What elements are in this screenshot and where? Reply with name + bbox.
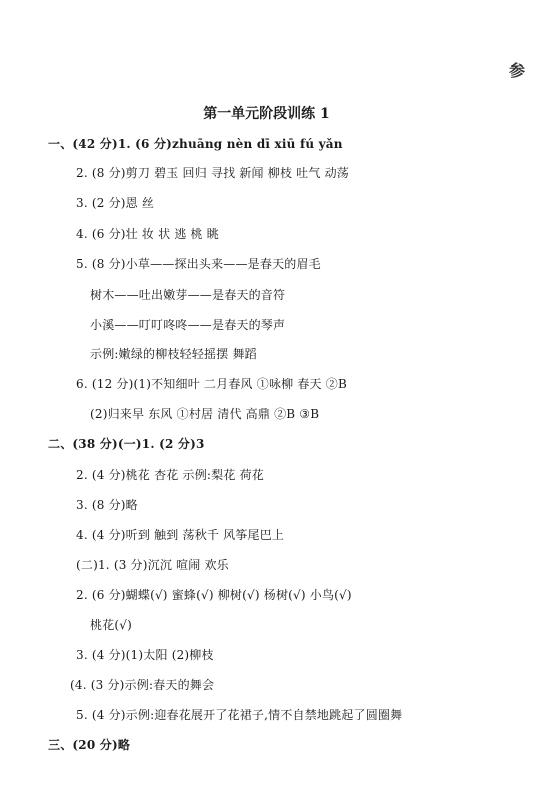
answer-line: (2)归来早 东风 ①村居 清代 高鼎 ②B ③B xyxy=(90,407,320,421)
answer-line: 3. (8 分)略 xyxy=(76,498,138,512)
page-corner-glyph: 参 xyxy=(509,61,526,80)
answer-line: 2. (6 分)蝴蝶(√) 蜜蜂(√) 柳树(√) 杨树(√) 小鸟(√) xyxy=(76,588,352,602)
page-title: 第一单元阶段训练 1 xyxy=(203,106,330,122)
answer-line: 树木——吐出嫩芽——是春天的音符 xyxy=(90,288,286,302)
answer-line: 二、(38 分)(一)1. (2 分)3 xyxy=(48,437,205,451)
answer-line: 三、(20 分)略 xyxy=(48,738,131,752)
answer-line: 示例:嫩绿的柳枝轻轻摇摆 舞蹈 xyxy=(90,347,257,361)
answer-line: 2. (8 分)剪刀 碧玉 回归 寻找 新闻 柳枝 吐气 动荡 xyxy=(76,166,349,180)
answer-line: 6. (12 分)(1)不知细叶 二月春风 ①咏柳 春天 ②B xyxy=(76,377,347,391)
answer-line: 桃花(√) xyxy=(90,618,133,632)
answer-line: 一、(42 分)1. (6 分)zhuāng nèn dī xiū fú yǎn xyxy=(48,137,343,151)
answer-line: 4. (4 分)听到 触到 荡秋千 风筝尾巴上 xyxy=(76,528,285,542)
answer-line: 小溪——叮叮咚咚——是春天的琴声 xyxy=(90,318,286,332)
answer-line: 3. (2 分)恩 丝 xyxy=(76,196,155,210)
answer-line: (4. (3 分)示例:春天的舞会 xyxy=(70,678,215,692)
answer-line: 2. (4 分)桃花 杏花 示例:梨花 荷花 xyxy=(76,468,264,482)
answer-line: 5. (8 分)小草——探出头来——是春天的眉毛 xyxy=(76,257,321,271)
answer-line: 4. (6 分)壮 妆 状 逃 桃 眺 xyxy=(76,227,219,241)
answer-line: 5. (4 分)示例:迎春花展开了花裙子,情不自禁地跳起了圆圈舞 xyxy=(76,708,403,722)
answer-line: 3. (4 分)(1)太阳 (2)柳枝 xyxy=(76,648,214,662)
answer-line: (二)1. (3 分)沉沉 喧闹 欢乐 xyxy=(76,558,229,572)
